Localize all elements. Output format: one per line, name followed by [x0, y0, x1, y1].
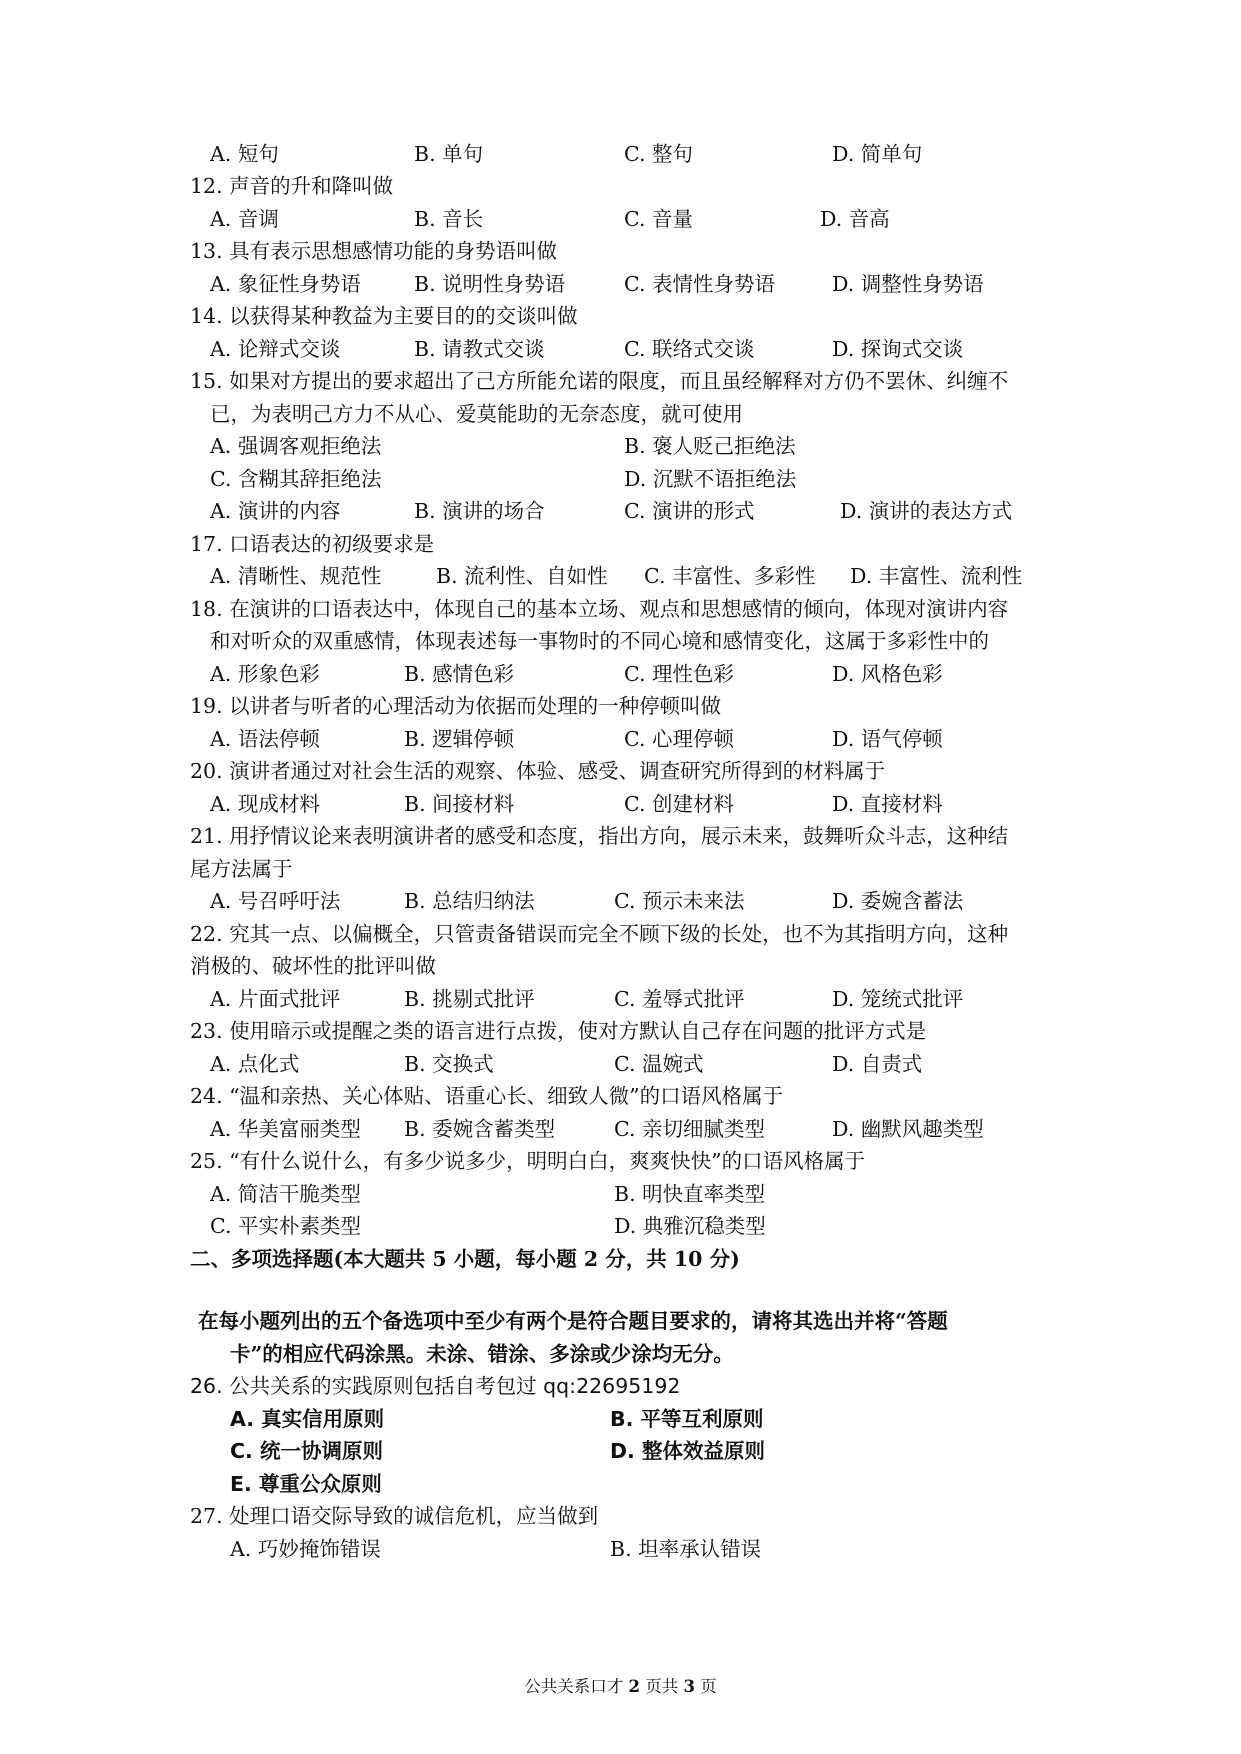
option-choice: B. 委婉含蓄类型	[404, 1117, 556, 1141]
question-text: 26. 公共关系的实践原则包括自考包过 qq:22695192	[190, 1374, 681, 1398]
question-text: 尾方法属于	[190, 857, 293, 881]
option-choice: A. 短句	[210, 142, 279, 166]
option-choice: C. 含糊其辞拒绝法	[210, 467, 382, 491]
question-text: 14. 以获得某种教益为主要目的的交谈叫做	[190, 304, 578, 328]
option-choice: A. 形象色彩	[210, 662, 320, 686]
question-text: 12. 声音的升和降叫做	[190, 174, 394, 198]
footer-total-pages: 3	[683, 1677, 695, 1696]
option-choice: A. 语法停顿	[210, 727, 320, 751]
option-choice: A. 巧妙掩饰错误	[230, 1537, 381, 1561]
footer-prefix: 公共关系口才	[524, 1677, 629, 1696]
question-text: 18. 在演讲的口语表达中，体现自己的基本立场、观点和思想感情的倾向，体现对演讲内容	[190, 597, 1009, 621]
question-text: 13. 具有表示思想感情功能的身势语叫做	[190, 239, 558, 263]
option-choice: B. 交换式	[404, 1052, 494, 1076]
question-text: 已，为表明己方力不从心、爱莫能助的无奈态度，就可使用	[210, 402, 743, 426]
question-text: 消极的、破坏性的批评叫做	[190, 954, 436, 978]
option-choice: D. 沉默不语拒绝法	[624, 467, 797, 491]
option-choice: B. 演讲的场合	[414, 499, 545, 523]
option-choice: A. 号召呼吁法	[210, 889, 341, 913]
option-choice: A. 华美富丽类型	[210, 1117, 361, 1141]
question-text: 20. 演讲者通过对社会生活的观察、体验、感受、调查研究所得到的材料属于	[190, 759, 886, 783]
option-choice: D. 语气停顿	[832, 727, 943, 751]
option-choice: C. 羞辱式批评	[614, 987, 745, 1011]
option-choice: C. 亲切细腻类型	[614, 1117, 765, 1141]
question-text: 19. 以讲者与听者的心理活动为依据而处理的一种停顿叫做	[190, 694, 722, 718]
option-choice: A. 清晰性、规范性	[210, 564, 382, 588]
option-choice: D. 演讲的表达方式	[840, 499, 1013, 523]
option-choice: B. 逻辑停顿	[404, 727, 515, 751]
footer-suffix: 页	[694, 1677, 717, 1696]
option-choice: C. 音量	[624, 207, 693, 231]
option-choice: B. 单句	[414, 142, 484, 166]
option-choice: C. 联络式交谈	[624, 337, 755, 361]
option-choice: A. 简洁干脆类型	[210, 1182, 361, 1206]
option-choice: D. 幽默风趣类型	[832, 1117, 984, 1141]
option-choice: D. 风格色彩	[832, 662, 943, 686]
option-choice: A. 片面式批评	[210, 987, 341, 1011]
section-heading: 卡”的相应代码涂黑。未涂、错涂、多涂或少涂均无分。	[230, 1342, 734, 1366]
option-choice: B. 说明性身势语	[414, 272, 566, 296]
page-footer	[0, 1676, 1241, 1698]
option-choice: D. 调整性身势语	[832, 272, 984, 296]
option-choice: D. 探询式交谈	[832, 337, 964, 361]
option-choice: D. 简单句	[832, 142, 923, 166]
footer-page-number: 2	[628, 1677, 640, 1696]
option-choice: C. 表情性身势语	[624, 272, 775, 296]
option-choice: B. 音长	[414, 207, 484, 231]
option-choice: A. 强调客观拒绝法	[210, 434, 382, 458]
section-heading: 二、多项选择题(本大题共 5 小题，每小题 2 分，共 10 分)	[190, 1247, 740, 1271]
option-choice: C. 心理停顿	[624, 727, 734, 751]
option-choice: A. 演讲的内容	[210, 499, 341, 523]
option-choice: C. 整句	[624, 142, 693, 166]
option-choice: C. 预示未来法	[614, 889, 745, 913]
option-choice: B. 间接材料	[404, 792, 515, 816]
option-choice: D. 音高	[820, 207, 890, 231]
option-choice: B. 明快直率类型	[614, 1182, 766, 1206]
option-choice: B. 总结归纳法	[404, 889, 535, 913]
option-choice: E. 尊重公众原则	[230, 1472, 382, 1496]
option-choice: B. 请教式交谈	[414, 337, 545, 361]
question-text: 23. 使用暗示或提醒之类的语言进行点拨，使对方默认自己存在问题的批评方式是	[190, 1019, 927, 1043]
option-choice: C. 创建材料	[624, 792, 734, 816]
section-heading: 在每小题列出的五个备选项中至少有两个是符合题目要求的，请将其选出并将“答题	[198, 1309, 948, 1333]
option-choice: A. 象征性身势语	[210, 272, 361, 296]
option-choice: B. 坦率承认错误	[610, 1537, 762, 1561]
option-choice: B. 挑剔式批评	[404, 987, 535, 1011]
footer-mid: 页共	[640, 1677, 684, 1696]
option-choice: D. 笼统式批评	[832, 987, 964, 1011]
question-text: 25. “有什么说什么，有多少说多少，明明白白，爽爽快快”的口语风格属于	[190, 1149, 866, 1173]
option-choice: A. 真实信用原则	[230, 1407, 385, 1431]
question-text: 27. 处理口语交际导致的诚信危机，应当做到	[190, 1504, 599, 1528]
option-choice: D. 丰富性、流利性	[850, 564, 1023, 588]
option-choice: C. 温婉式	[614, 1052, 704, 1076]
question-text: 和对听众的双重感情，体现表述每一事物时的不同心境和感情变化，这属于多彩性中的	[210, 629, 989, 653]
option-choice: C. 理性色彩	[624, 662, 734, 686]
option-choice: C. 丰富性、多彩性	[644, 564, 816, 588]
option-choice: A. 点化式	[210, 1052, 300, 1076]
option-choice: B. 平等互利原则	[610, 1407, 764, 1431]
question-text: 17. 口语表达的初级要求是	[190, 532, 435, 556]
option-choice: D. 直接材料	[832, 792, 943, 816]
option-choice: D. 典雅沉稳类型	[614, 1214, 766, 1238]
option-choice: C. 统一协调原则	[230, 1439, 383, 1463]
option-choice: C. 演讲的形式	[624, 499, 755, 523]
option-choice: D. 整体效益原则	[610, 1439, 765, 1463]
option-choice: C. 平实朴素类型	[210, 1214, 361, 1238]
option-choice: B. 感情色彩	[404, 662, 515, 686]
option-choice: A. 论辩式交谈	[210, 337, 341, 361]
question-text: 21. 用抒情议论来表明演讲者的感受和态度，指出方向，展示未来，鼓舞听众斗志，这种结	[190, 824, 1009, 848]
option-choice: A. 音调	[210, 207, 279, 231]
option-choice: B. 褒人贬己拒绝法	[624, 434, 796, 458]
question-text: 24. “温和亲热、关心体贴、语重心长、细致人微”的口语风格属于	[190, 1084, 784, 1108]
option-choice: B. 流利性、自如性	[436, 564, 608, 588]
question-text: 15. 如果对方提出的要求超出了己方所能允诺的限度，而且虽经解释对方仍不罢休、纠缠不	[190, 369, 1009, 393]
option-choice: D. 自责式	[832, 1052, 923, 1076]
option-choice: A. 现成材料	[210, 792, 320, 816]
question-text: 22. 究其一点、以偏概全，只管责备错误而完全不顾下级的长处，也不为其指明方向，这种	[190, 922, 1009, 946]
option-choice: D. 委婉含蓄法	[832, 889, 964, 913]
